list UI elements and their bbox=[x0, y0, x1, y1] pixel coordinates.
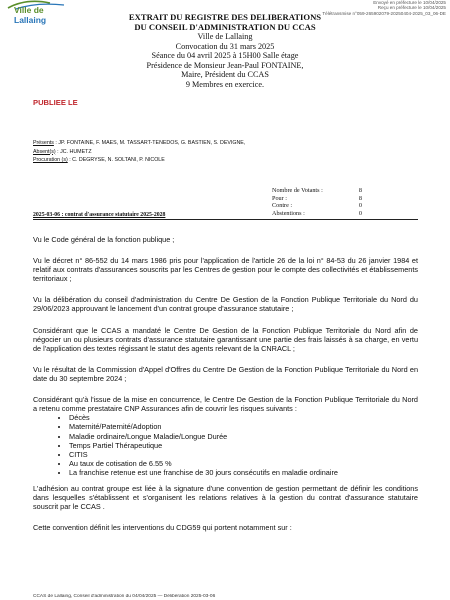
list-item: • CITIS bbox=[69, 450, 418, 459]
vote-label: Nombre de Votants : bbox=[272, 187, 323, 194]
deliberation-subject bbox=[33, 209, 418, 220]
vote-value: 8 bbox=[358, 187, 362, 194]
header-title-2: DU CONSEIL D'ADMINISTRATION DU CCAS bbox=[134, 22, 316, 32]
list-item: • Au taux de cotisation de 6.55 % bbox=[69, 459, 418, 468]
header-line: 9 Membres en exercice. bbox=[185, 79, 265, 89]
vote-label: Contre : bbox=[272, 202, 293, 210]
procuration-names: : C. DEGRYSE, N. SOLTANI, P. NICOLE bbox=[67, 157, 165, 164]
stamp-line-1: Envoyé en préfecture le 10/04/2025 bbox=[373, 0, 446, 5]
procuration-line bbox=[33, 156, 433, 165]
header-line: Maire, Président du CCAS bbox=[181, 70, 269, 80]
list-item: • Décès bbox=[69, 413, 418, 422]
list-item: • Temps Partiel Thérapeutique bbox=[69, 441, 418, 450]
subject-ref: 2025-03-06 : bbox=[33, 212, 65, 218]
body-paragraph: Vu le résultat de la Commission d'Appel d'Offres du Centre De Gestion de la Fonction Publique Territoriale du Nord en date du 30 septembre 2024 ; bbox=[33, 364, 418, 383]
body-paragraph: Vu la délibération du conseil d'administration du Centre De Gestion de la Fonction Publique Territoriale du Nord du 29/06/2023 approuvant le lancement d'un contrat groupe d'assurance statutaire ; bbox=[33, 295, 418, 314]
body-paragraph: L'adhésion au contrat groupe est liée à la signature d'une convention de gestion permettant de définir les conditions dans lesquelles s'établissent et s'organisent les relations relatives à la gestion du contrat d'assurance statutaire souscrit par le CCAS . bbox=[33, 483, 418, 511]
deliberation-body bbox=[33, 235, 418, 532]
presents-label: Présents bbox=[33, 140, 54, 146]
body-paragraph: Considérant que le CCAS a mandaté le Centre De Gestion de la Fonction Publique Territoriale du Nord afin de négocier un ou plusieurs contrats d'assurance statutaire garantissant une partie des frais laissés à sa charge, en vertu de l'application des textes régissant le statut des agents relevant de la CNRACL ; bbox=[33, 325, 418, 353]
header-line: Ville de Lallaing bbox=[197, 32, 253, 41]
absents-names: : JC. HUMETZ bbox=[55, 148, 92, 155]
header-line: Présidence de Monsieur Jean-Paul FONTAINE, bbox=[146, 60, 304, 70]
header-line: Convocation du 31 mars 2025 bbox=[175, 41, 275, 51]
body-paragraph: Considérant qu'à l'issue de la mise en concurrence, le Centre De Gestion de la Fonction Publique Territoriale du Nord a retenu comme prestataire CNP Assurances afin de couvrir les risques suivants : bbox=[33, 395, 418, 414]
body-paragraph: Vu le Code général de la fonction publique ; bbox=[33, 235, 175, 244]
absents-line bbox=[33, 148, 433, 157]
subject-title: contrat d'assurance statutaire 2025-2028 bbox=[64, 212, 166, 218]
absents-label: Absent(s) bbox=[33, 148, 56, 155]
logo-text-part1: Ville de bbox=[14, 5, 44, 15]
vote-label: Abstentions : bbox=[272, 209, 305, 217]
attendance-block bbox=[33, 139, 433, 165]
page-footer: CCAS de Lallaing, Conseil d'administration du 04/04/2025 — Délibération 2025-03-06 bbox=[33, 594, 216, 599]
document-header bbox=[0, 12, 450, 90]
vote-value: 0 bbox=[358, 202, 362, 210]
stamp-line-3: Télétransmise n°059-265902079-20250404-2025_03_06-DE bbox=[322, 10, 446, 16]
risk-list bbox=[33, 413, 418, 477]
header-line: Séance du 04 avril 2025 à 15H00 Salle étage bbox=[151, 51, 299, 61]
vote-row bbox=[272, 202, 362, 210]
vote-label: Pour : bbox=[272, 194, 287, 202]
vote-value: 8 bbox=[358, 194, 362, 202]
list-item: • Maladie ordinaire/Longue Maladie/Longue Durée bbox=[69, 432, 418, 441]
body-paragraph: Cette convention définit les interventions du CDG59 qui portent notamment sur : bbox=[33, 522, 292, 532]
presents-line bbox=[33, 139, 433, 148]
body-paragraph: Vu le décret n° 86-552 du 14 mars 1986 pris pour l'application de l'article 26 de la loi n° 84-53 du 26 janvier 1984 et relatif aux contrats d'assurances souscrits par les Centres de gestion pour le compte des collectivités et établissements territoriaux ; bbox=[33, 256, 418, 284]
vote-row bbox=[272, 187, 362, 195]
procuration-label: Procuration (s) bbox=[33, 157, 68, 164]
vote-row bbox=[272, 195, 362, 203]
logo-text-part2: Lallaing bbox=[14, 15, 47, 25]
vote-value: 0 bbox=[358, 209, 362, 217]
header-title-1: EXTRAIT DU REGISTRE DES DELIBERATIONS bbox=[128, 12, 322, 22]
list-item: • Maternité/Paternité/Adoption bbox=[69, 422, 418, 431]
stamp-line-2: Reçu en préfecture le 10/04/2025 bbox=[377, 5, 446, 11]
list-item: • La franchise retenue est une franchise de 30 jours consécutifs en maladie ordinaire bbox=[69, 468, 418, 477]
publiee-le-label: PUBLIEE LE bbox=[33, 98, 78, 107]
presents-names: : JP. FONTAINE, F. MAES, M. TASSART-TENEDOS, G. BASTIEN, S. DEVIGNE, bbox=[53, 140, 246, 146]
